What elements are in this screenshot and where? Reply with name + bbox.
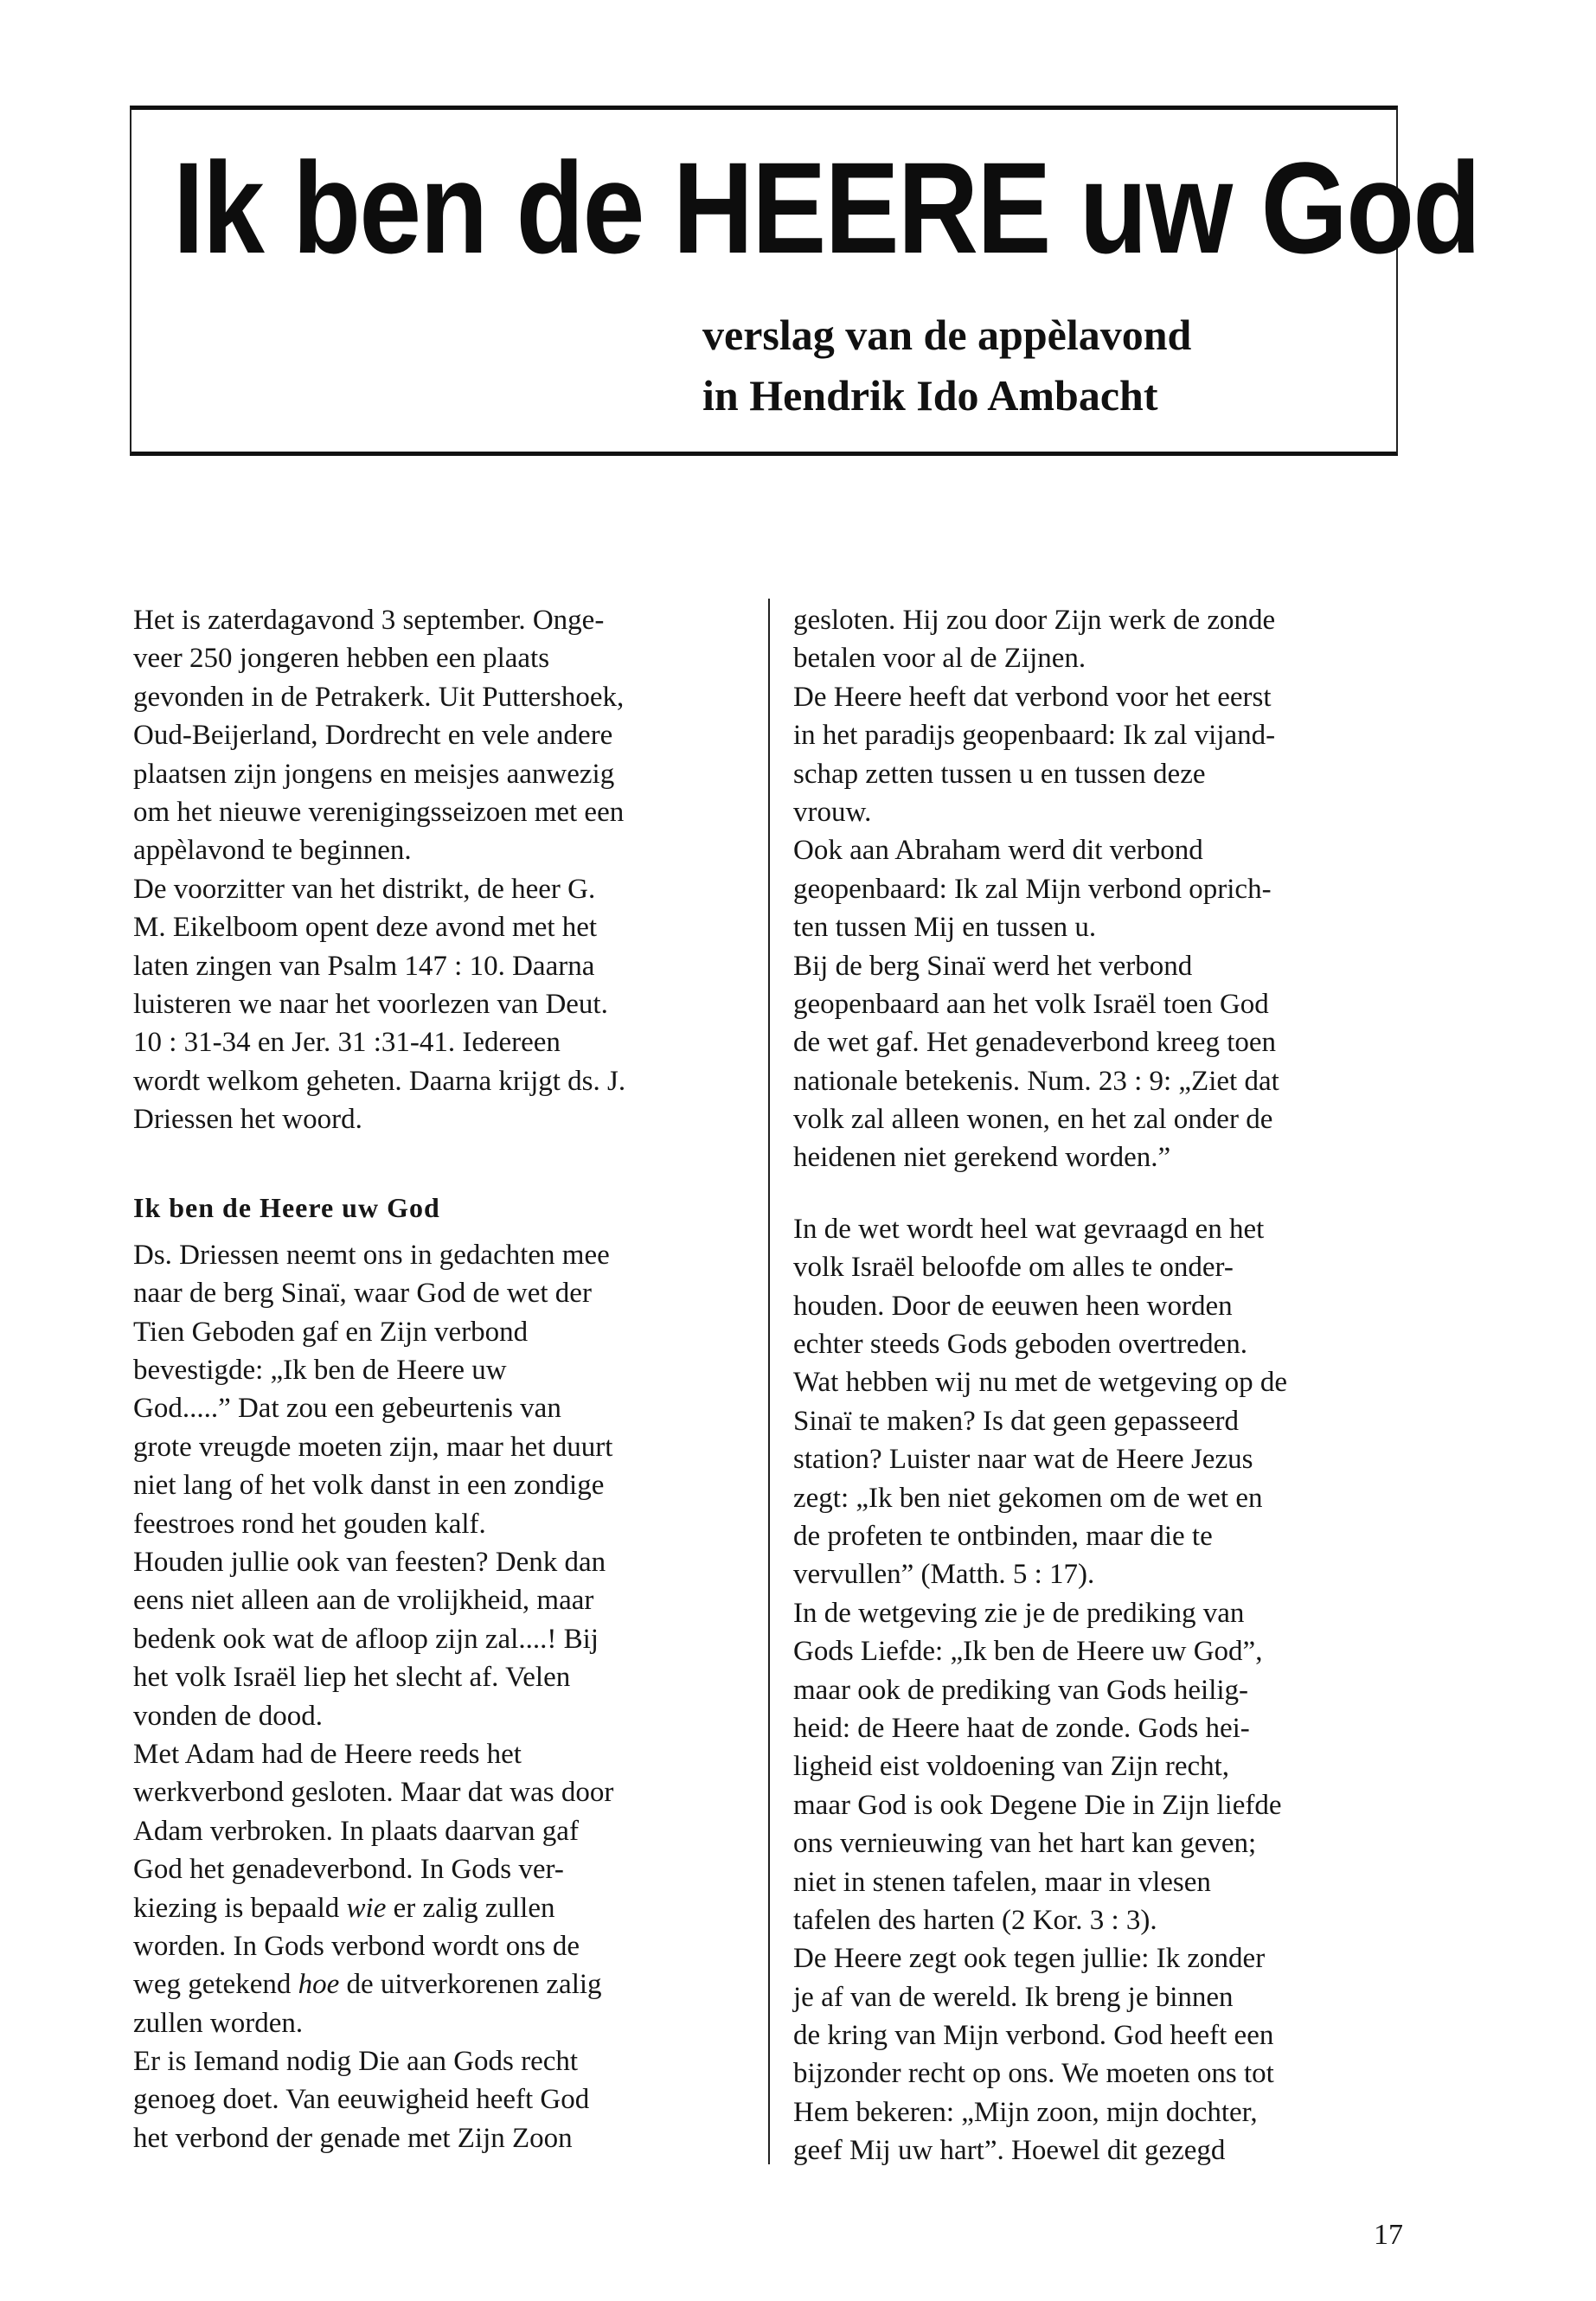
text-line: feestroes rond het gouden kalf. [133,1508,486,1540]
text-line: bevestigde: „Ik ben de Heere uw [133,1355,507,1387]
text-line: bijzonder recht op ons. We moeten ons tot [793,2058,1274,2090]
text-line: volk zal alleen wonen, en het zal onder de [793,1104,1273,1136]
text-line: worden. In Gods verbond wordt ons de [133,1930,580,1962]
text-line: genoeg doet. Van eeuwigheid heeft God [133,2084,590,2116]
text-line: de profeten te ontbinden, maar die te [793,1520,1213,1552]
text-line: geopenbaard: Ik zal Mijn verbond oprich- [793,873,1272,905]
text-line: grote vreugde moeten zijn, maar het duurt [133,1431,613,1463]
text-line: ligheid eist voldoening van Zijn recht, [793,1751,1230,1783]
text-line: Ook aan Abraham werd dit verbond [793,835,1203,867]
text-line: heidenen niet gerekend worden.” [793,1142,1171,1174]
text-line: veer 250 jongeren hebben een plaats [133,643,550,675]
text-line: gevonden in de Petrakerk. Uit Puttershoek, [133,681,625,713]
text-line: je af van de wereld. Ik breng je binnen [793,1981,1234,2013]
title-box [130,106,1480,456]
text-line: geef Mij uw hart”. Hoewel dit gezegd [793,2135,1226,2167]
text-line: in het paradijs geopenbaard: Ik zal vijand- [793,720,1276,752]
text-line: gesloten. Hij zou door Zijn werk de zonde [793,605,1276,636]
text-segment: de uitverkorenen zalig [339,1969,602,2001]
text-line: appèlavond te beginnen. [133,835,412,867]
text-line: betalen voor al de Zijnen. [793,643,1086,675]
page-number: 17 [1374,2219,1403,2251]
text-line: zegt: „Ik ben niet gekomen om de wet en [793,1482,1263,1514]
text-line: luisteren we naar het voorlezen van Deut. [133,988,608,1020]
text-line: Ds. Driessen neemt ons in gedachten mee [133,1239,610,1271]
spacer [133,1138,739,1189]
text-line: Driessen het woord. [133,1104,362,1136]
text-line: tafelen des harten (2 Kor. 3 : 3). [793,1904,1157,1936]
article-subtitle-line-1: verslag van de appèlavond [702,311,1192,359]
article-subtitle-line-2: in Hendrik Ido Ambacht [702,371,1158,420]
text-line: Oud-Beijerland, Dordrecht en vele andere [133,720,613,752]
text-line: bedenk ook wat de afloop zijn zal....! Bij [133,1623,599,1655]
body-paragraph [133,1236,739,2157]
text-segment: weg getekend [133,1969,298,2001]
text-line: niet in stenen tafelen, maar in vlesen [793,1866,1211,1898]
body-paragraph [793,1210,1407,2170]
text-line: Adam verbroken. In plaats daarvan gaf [133,1815,579,1847]
text-line: niet lang of het volk danst in een zondige [133,1470,605,1502]
text-line: nationale betekenis. Num. 23 : 9: „Ziet dat [793,1065,1279,1097]
text-line [133,1889,739,1927]
text-line: Wat hebben wij nu met de wetgeving op de [793,1367,1288,1399]
text-line: ten tussen Mij en tussen u. [793,912,1097,944]
text-line: Gods Liefde: „Ik ben de Heere uw God”, [793,1636,1263,1668]
text-line: Sinaï te maken? Is dat geen gepasseerd [793,1405,1239,1437]
text-line: God.....” Dat zou een gebeurtenis van [133,1393,561,1425]
text-segment: er zalig zullen [386,1892,555,1924]
spacer [133,1227,739,1236]
text-line: volk Israël beloofde om alles te onder- [793,1252,1234,1284]
text-line: maar ook de prediking van Gods heilig- [793,1674,1249,1706]
text-line: Tien Geboden gaf en Zijn verbond [133,1316,529,1348]
text-line: De voorzitter van het distrikt, de heer G. [133,873,596,905]
text-line: 10 : 31-34 en Jer. 31 :31-41. Iedereen [133,1027,561,1059]
text-line: Hem bekeren: „Mijn zoon, mijn dochter, [793,2096,1258,2128]
text-line: vervullen” (Matth. 5 : 17). [793,1559,1095,1591]
italic-word: hoe [298,1969,340,2001]
right-column [793,601,1407,2170]
text-line: heid: de Heere haat de zonde. Gods hei- [793,1712,1250,1744]
text-line: het volk Israël liep het slecht af. Velen [133,1662,571,1694]
text-line: de kring van Mijn verbond. God heeft een [793,2020,1274,2052]
text-line: plaatsen zijn jongens en meisjes aanwezig [133,758,615,790]
text-line: zullen worden. [133,2007,304,2039]
text-line: De Heere heeft dat verbond voor het eerst [793,681,1272,713]
text-line: vrouw. [793,796,872,828]
left-column [133,601,739,2157]
text-line: om het nieuwe verenigingsseizoen met een [133,796,625,828]
text-line: Het is zaterdagavond 3 september. Onge- [133,605,605,636]
text-line: eens niet alleen aan de vrolijkheid, maar [133,1585,594,1617]
text-line: station? Luister naar wat de Heere Jezus [793,1444,1253,1476]
text-line: werkverbond gesloten. Maar dat was door [133,1777,614,1809]
text-line: geopenbaard aan het volk Israël toen God [793,988,1269,1020]
text-line: maar God is ook Degene Die in Zijn liefde [793,1789,1282,1821]
text-line: In de wetgeving zie je de prediking van [793,1597,1245,1629]
text-line: M. Eikelboom opent deze avond met het [133,912,598,944]
body-paragraph [793,601,1407,1177]
text-line: De Heere zegt ook tegen jullie: Ik zonder [793,1943,1266,1975]
article-title: Ik ben de HEERE uw God [173,135,1480,280]
text-line: vonden de dood. [133,1700,324,1732]
column-divider [768,599,770,2164]
italic-word: wie [346,1892,387,1924]
text-line: schap zetten tussen u en tussen deze [793,758,1206,790]
text-line: Er is Iemand nodig Die aan Gods recht [133,2046,579,2078]
section-heading: Ik ben de Heere uw God [133,1192,440,1224]
text-line: Houden jullie ook van feesten? Denk dan [133,1546,606,1578]
text-line: Met Adam had de Heere reeds het [133,1738,522,1770]
text-line: Bij de berg Sinaï werd het verbond [793,950,1193,982]
text-line: God het genadeverbond. In Gods ver- [133,1854,564,1886]
text-line: wordt welkom geheten. Daarna krijgt ds. J. [133,1065,626,1097]
text-line [133,1965,739,2003]
text-line: naar de berg Sinaï, waar God de wet der [133,1278,592,1310]
text-line: ons vernieuwing van het hart kan geven; [793,1828,1257,1860]
text-line: In de wet wordt heel wat gevraagd en het [793,1213,1265,1245]
text-line: echter steeds Gods geboden overtreden. [793,1329,1248,1361]
intro-paragraph [133,601,739,1138]
spacer [793,1177,1407,1210]
text-line: de wet gaf. Het genadeverbond kreeg toen [793,1027,1277,1059]
text-line: houden. Door de eeuwen heen worden [793,1290,1233,1322]
text-line: het verbond der genade met Zijn Zoon [133,2122,573,2154]
text-segment: kiezing is bepaald [133,1892,347,1924]
text-line: laten zingen van Psalm 147 : 10. Daarna [133,950,595,982]
